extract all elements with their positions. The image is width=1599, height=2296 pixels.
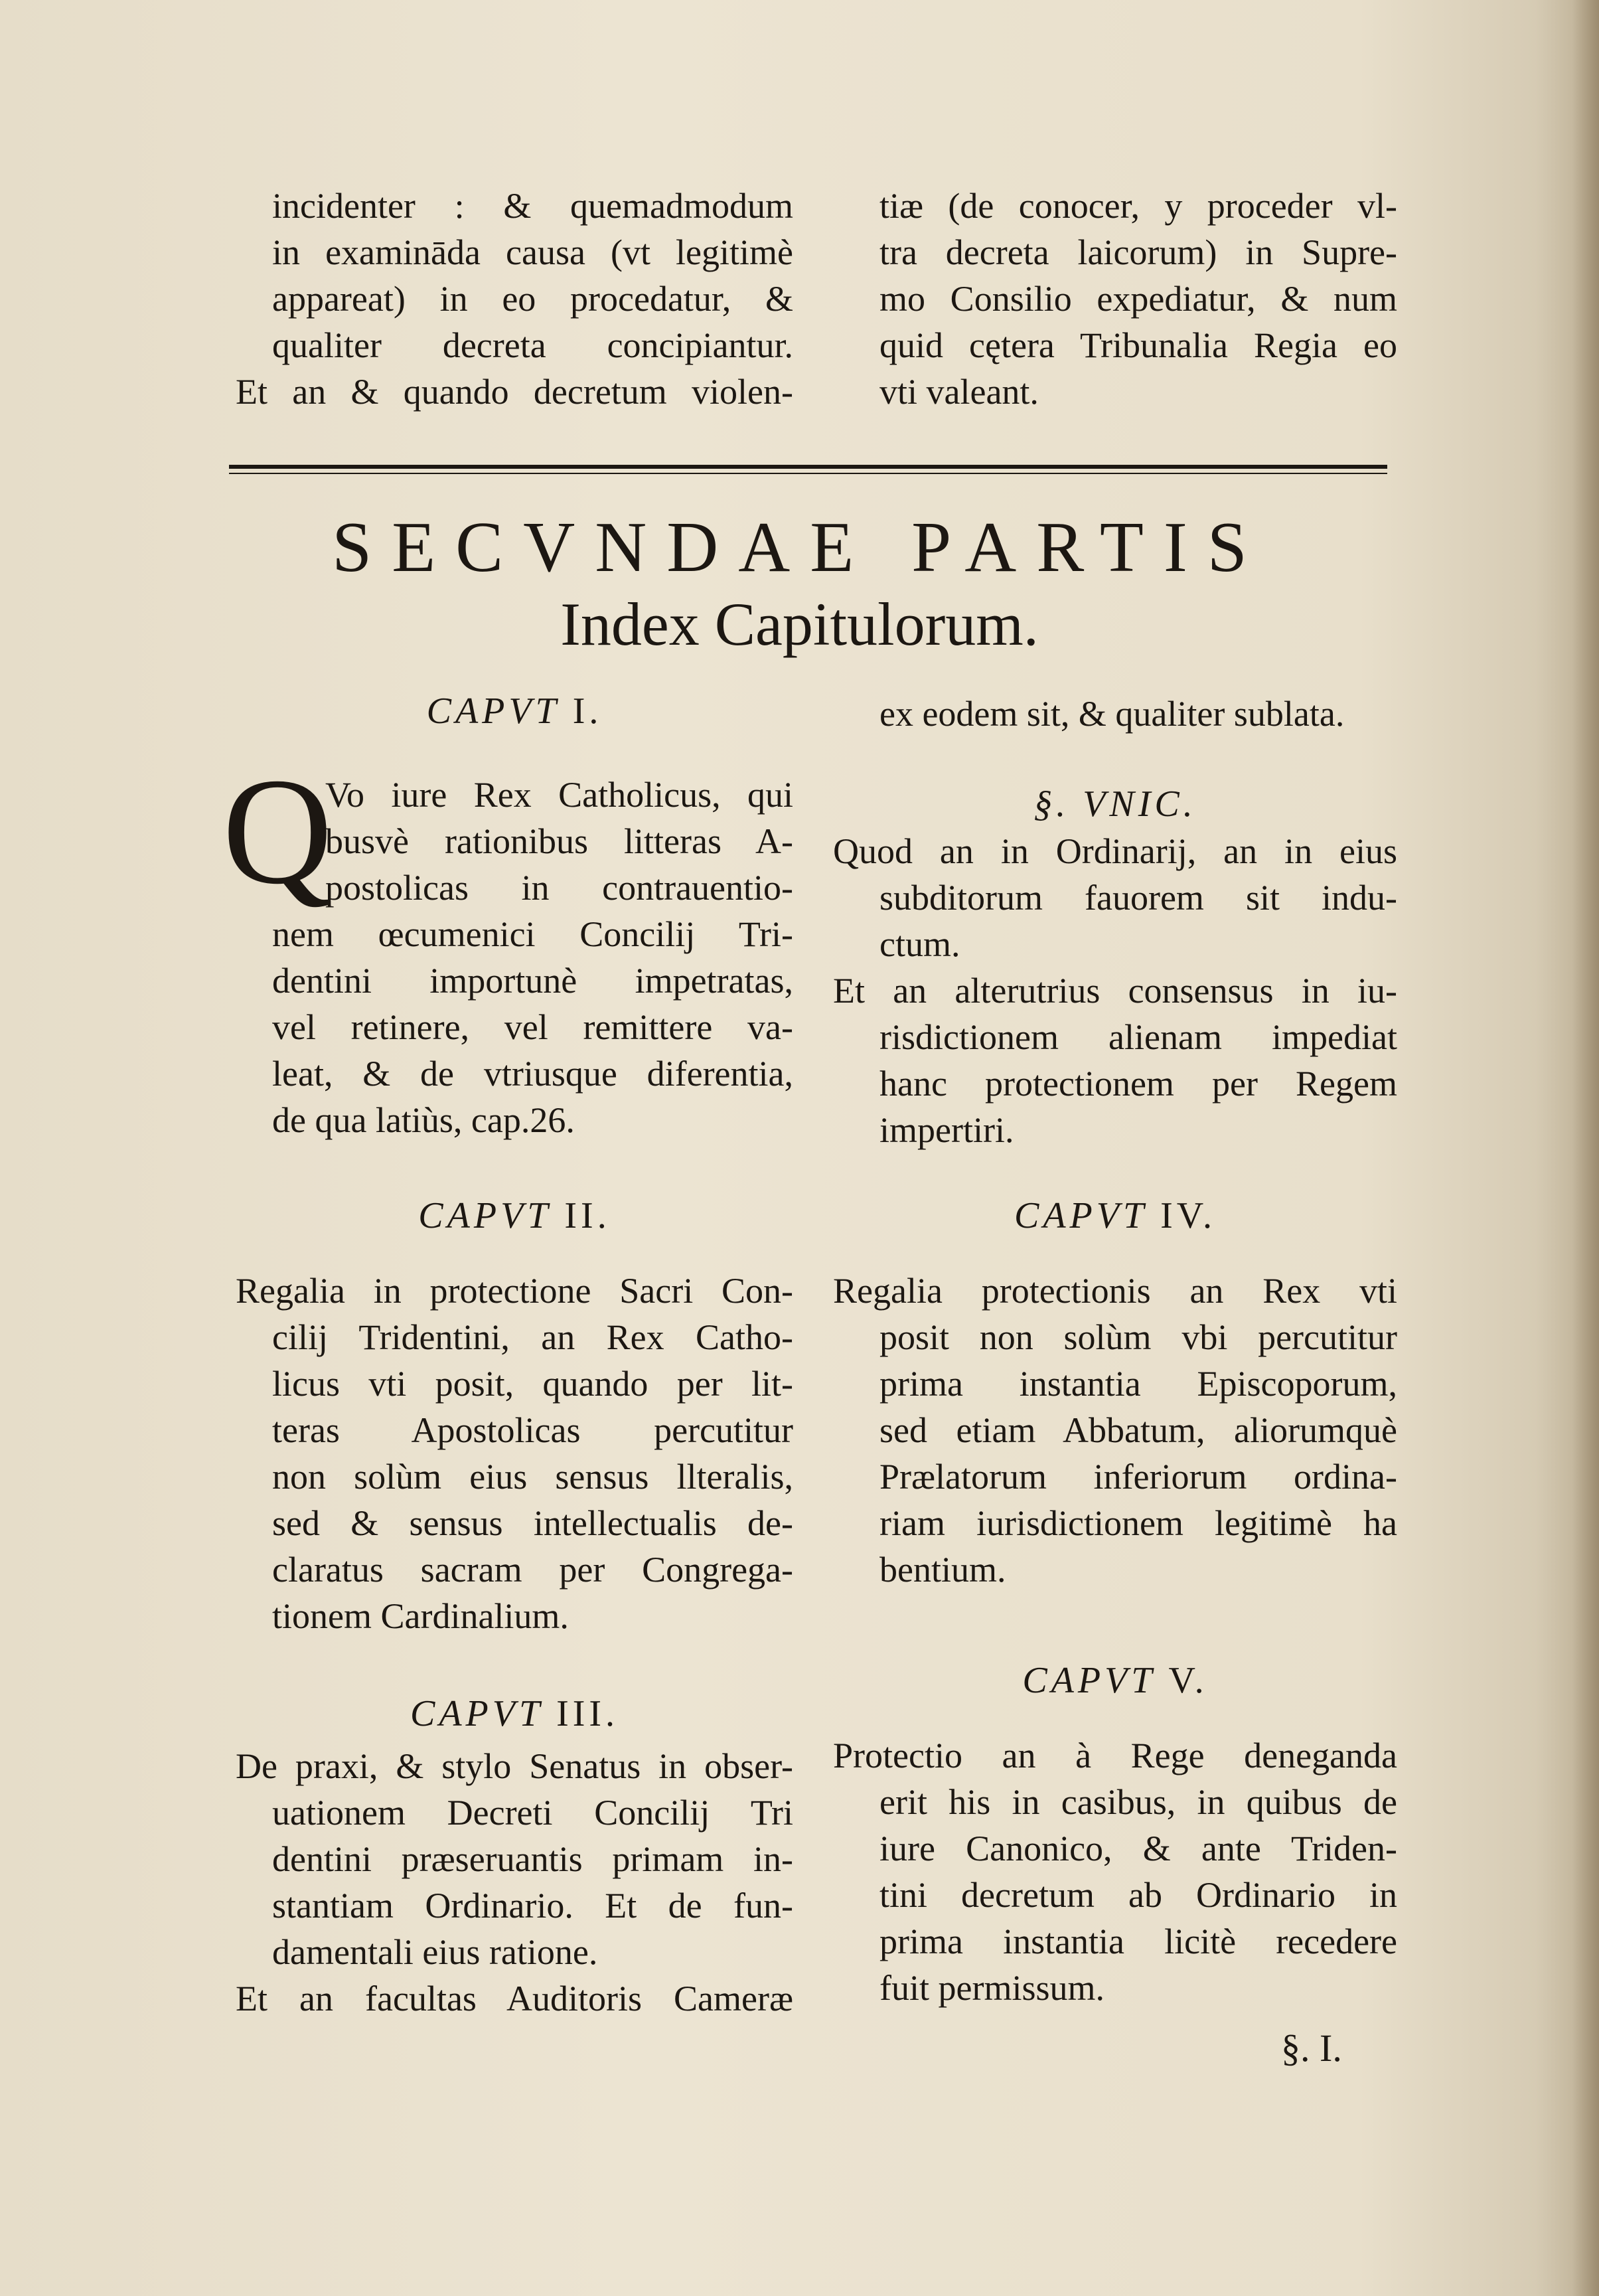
text-line: vti valeant.: [879, 372, 1039, 412]
section-vnic-block: [833, 780, 1397, 1153]
text-line: sed & sensus intellectualis de-: [272, 1503, 793, 1543]
chapter-4-block: [833, 1192, 1397, 1593]
text-line: impertiri.: [879, 1110, 1014, 1150]
chapter-number: IV.: [1160, 1195, 1216, 1236]
text-line: uationem Decreti Concilij Tri: [272, 1793, 793, 1833]
text-line: subditorum fauorem sit indu-: [879, 878, 1397, 918]
text-line: postolicas in contrauentio-: [325, 868, 793, 908]
chapter-1-block: [222, 687, 793, 1143]
text-line: licus vti posit, quando per lit-: [272, 1364, 793, 1404]
text-line: de qua latiùs, cap.26.: [272, 1100, 575, 1140]
chapter-heading-label: CAPVT: [1014, 1195, 1148, 1236]
text-line: fuit permissum.: [879, 1968, 1104, 2008]
text-line: tiæ (de conocer, y proceder vl-: [879, 186, 1397, 226]
top-left-column: [236, 183, 793, 415]
text-line: bentium.: [879, 1550, 1006, 1590]
text-line: hanc protectionem per Regem: [879, 1064, 1397, 1104]
text-line: busvè rationibus litteras A-: [325, 821, 793, 861]
text-line: quid cętera Tribunalia Regia eo: [879, 325, 1397, 365]
section-subtitle: Index Capitulorum.: [560, 590, 1039, 658]
text-line: tini decretum ab Ordinario in: [879, 1875, 1397, 1915]
chapter-heading: [833, 1192, 1397, 1240]
text-line: riam iurisdictionem legitimè ha: [879, 1503, 1397, 1543]
chapter-3-text: [236, 1743, 793, 2022]
text-line: qualiter decreta concipiantur.: [272, 325, 793, 365]
catchword: §. I.: [1281, 2026, 1342, 2070]
text-line: Et an facultas Auditoris Cameræ: [236, 1979, 793, 2018]
chapter-heading: [833, 1657, 1397, 1704]
text-line: in examināda causa (vt legitimè: [272, 232, 793, 272]
text-line: Et an & quando decretum violen-: [236, 372, 793, 412]
text-line: risdictionem alienam impediat: [879, 1017, 1397, 1057]
text-line: damentali eius ratione.: [272, 1932, 598, 1972]
text-line: dentini importunè impetratas,: [272, 961, 793, 1001]
chapter-heading: [236, 1192, 793, 1240]
chapter-heading-label: CAPVT: [1022, 1660, 1156, 1701]
chapter-heading: [236, 1690, 793, 1738]
text-line: teras Apostolicas percutitur: [272, 1410, 793, 1450]
text-line: non solùm eius sensus llteralis,: [272, 1457, 793, 1497]
chapter-heading: [236, 687, 793, 735]
text-line: ex eodem sit, & qualiter sublata.: [879, 694, 1345, 734]
chapter-number: I.: [572, 691, 603, 732]
top-right-column: [833, 183, 1397, 415]
text-line: leat, & de vtriusque diferentia,: [272, 1054, 793, 1094]
text-line: nem œcumenici Concilij Tri-: [272, 914, 793, 954]
text-line: sed etiam Abbatum, aliorumquè: [879, 1410, 1397, 1450]
text-line: erit his in casibus, in quibus de: [879, 1782, 1397, 1822]
chapter-2-block: [236, 1192, 793, 1639]
section-heading: §. VNIC.: [1033, 783, 1197, 825]
section-vnic-text: [833, 828, 1397, 1153]
chapter-number: II.: [564, 1195, 611, 1236]
text-line: posit non solùm vbi percutitur: [879, 1317, 1397, 1357]
text-line: tionem Cardinalium.: [272, 1596, 569, 1636]
text-line: mo Consilio expediatur, & num: [879, 279, 1397, 319]
text-line: tra decreta laicorum) in Supre-: [879, 232, 1397, 272]
chapter-heading-label: CAPVT: [410, 1693, 544, 1734]
chapter-number: V.: [1168, 1660, 1208, 1701]
text-line: Vo iure Rex Catholicus, qui: [325, 775, 793, 815]
section-title: SECVNDAE PARTIS: [332, 508, 1267, 587]
text-line: prima instantia licitè recedere: [879, 1922, 1397, 1961]
chapter-3-continuation: [833, 691, 1397, 737]
chapter-4-text: [833, 1268, 1397, 1593]
text-line: iure Canonico, & ante Triden-: [879, 1829, 1397, 1868]
chapter-2-text: [236, 1268, 793, 1639]
chapter-heading-label: CAPVT: [418, 1195, 552, 1236]
text-line: prima instantia Episcoporum,: [879, 1364, 1397, 1404]
text-line: Prælatorum inferiorum ordina-: [879, 1457, 1397, 1497]
chapter-heading-label: CAPVT: [426, 691, 560, 732]
drop-cap: Q: [222, 746, 333, 916]
text-line: De praxi, & stylo Senatus in obser-: [236, 1746, 793, 1786]
text-line: ctum.: [879, 924, 960, 964]
text-line: vel retinere, vel remittere va-: [272, 1007, 793, 1047]
chapter-5-block: [833, 1657, 1397, 2011]
text-line: cilij Tridentini, an Rex Catho-: [272, 1317, 793, 1357]
text-line: dentini præseruantis primam in-: [272, 1839, 793, 1879]
chapter-5-text: [833, 1732, 1397, 2011]
section-divider-rule: [229, 465, 1387, 474]
text-line: Quod an in Ordinarij, an in eius: [833, 831, 1397, 871]
text-line: incidenter : & quemadmodum: [272, 186, 793, 226]
text-line: Et an alterutrius consensus in iu-: [833, 971, 1397, 1011]
text-line: claratus sacram per Congrega-: [272, 1550, 793, 1590]
text-line: Regalia in protectione Sacri Con-: [236, 1271, 793, 1311]
text-line: Regalia protectionis an Rex vti: [833, 1271, 1397, 1311]
text-line: appareat) in eo procedatur, &: [272, 279, 793, 319]
text-line: Protectio an à Rege deneganda: [833, 1736, 1397, 1775]
chapter-1-text: [222, 746, 793, 1143]
chapter-number: III.: [556, 1693, 619, 1734]
page-edge-shadow: [1572, 0, 1599, 2296]
text-line: stantiam Ordinario. Et de fun-: [272, 1886, 793, 1926]
chapter-3-block: [236, 1690, 793, 2022]
